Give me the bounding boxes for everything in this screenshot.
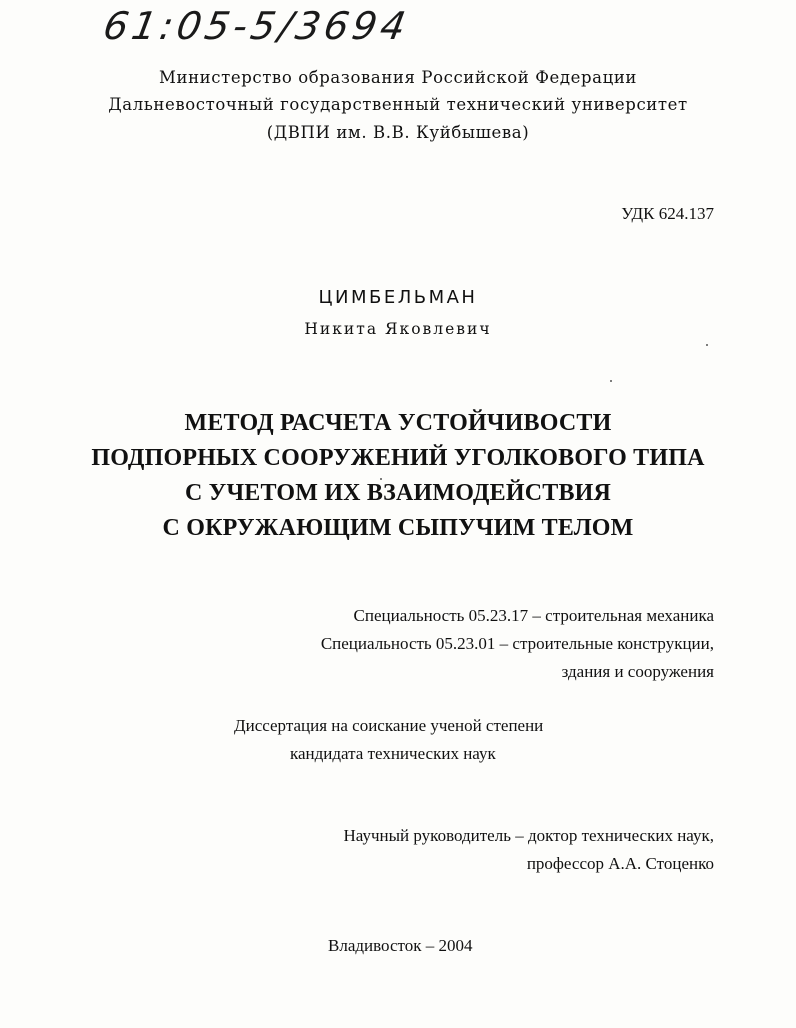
dissertation-line-2: кандидата технических наук [290,744,496,763]
specialty-line-3: здания и сооружения [561,662,714,681]
title-line-4: С ОКРУЖАЮЩИМ СЫПУЧИМ ТЕЛОМ [162,515,634,541]
supervisor-line-1: Научный руководитель – доктор технических наук, [343,826,714,845]
author-given-names: Никита Яковлевич [304,320,492,338]
university-abbr-line: (ДВПИ им. В.В. Куйбышева) [266,123,530,142]
title-line-1: МЕТОД РАСЧЕТА УСТОЙЧИВОСТИ [184,410,612,436]
place-year: Владивосток – 2004 [328,936,473,955]
author-surname: ЦИМБЕЛЬМАН [318,287,478,308]
scan-speck [610,380,612,382]
university-line: Дальневосточный государственный технический университет [108,95,688,114]
scan-speck [706,344,708,346]
supervisor-line-2: профессор А.А. Стоценко [526,854,714,873]
title-line-2: ПОДПОРНЫХ СООРУЖЕНИЙ УГОЛКОВОГО ТИПА [91,445,705,471]
udk-code: УДК 624.137 [621,204,714,223]
ministry-line: Министерство образования Российской Федерации [158,68,638,87]
archive-handwritten-mark: 61:05-5/3694 [100,4,413,48]
specialty-line-1: Специальность 05.23.17 – строительная механика [353,606,714,625]
title-line-3: С УЧЕТОМ ИХ ВЗАИМОДЕЙСТВИЯ [184,480,612,506]
dissertation-line-1: Диссертация на соискание ученой степени [234,716,544,735]
scan-speck [380,478,382,480]
specialty-line-2: Специальность 05.23.01 – строительные конструкции, [320,634,714,653]
